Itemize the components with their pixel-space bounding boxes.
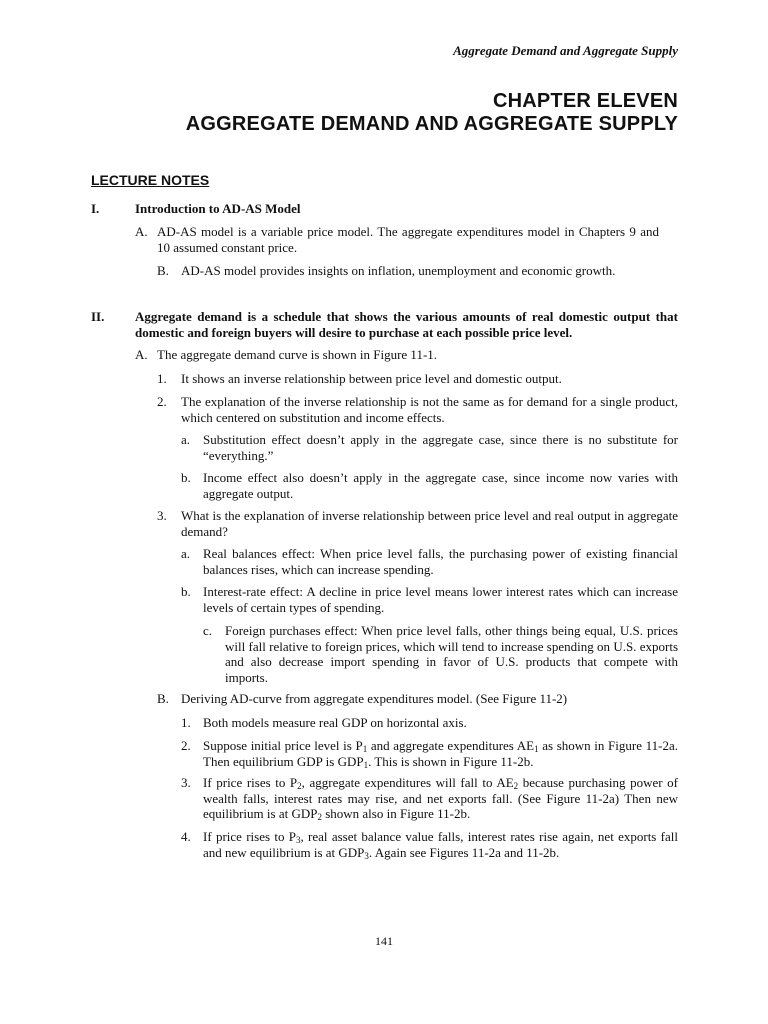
item-marker: b. [181, 470, 191, 485]
chapter-title: AGGREGATE DEMAND AND AGGREGATE SUPPLY [185, 113, 678, 135]
item-text: Deriving AD-curve from aggregate expenditures model. (See Figure 11-2) [181, 691, 568, 706]
item-marker: B. [157, 691, 169, 706]
page-number: 141 [375, 934, 393, 948]
running-header: Aggregate Demand and Aggregate Supply [453, 43, 678, 58]
item-marker: a. [181, 546, 191, 561]
item-text: Interest-rate effect: A decline in price level means lower interest rates which can increase levels of certain types of spending. [203, 584, 678, 615]
section-title: Introduction to AD-AS Model [135, 201, 301, 216]
item-text: AD-AS model is a variable price model. The aggregate expenditures model in Chapters 9 and 10 assumed constant price. [157, 224, 659, 255]
item-marker: c. [203, 623, 213, 638]
item-marker: B. [157, 263, 169, 278]
item-text: Suppose initial price level is $P_1$ and aggregate expenditures $AE_1$ as shown in Figure 11-2a. Then equilibrium GDP is $GDP_1$. This is shown in Figure 11-2b. [203, 738, 678, 770]
item-marker: a. [181, 432, 191, 447]
item-text: AD-AS model provides insights on inflation, unemployment and economic growth. [181, 263, 616, 278]
chapter-label: CHAPTER ELEVEN [492, 90, 678, 112]
item-text: If price rises to $P_3$, real asset balance value falls, interest rates rise again, net exports fall and new equilibrium is at $GDP_3$. Again see Figures 11-2a and 11-2b. [203, 829, 678, 861]
section-numeral: II. [91, 309, 105, 324]
section-numeral: I. [91, 201, 100, 216]
item-text: Income effect also doesn’t apply in the aggregate case, since income now varies with aggregate output. [203, 470, 678, 501]
item-marker: A. [135, 347, 148, 362]
item-marker: 1. [181, 715, 191, 730]
item-marker: 2. [181, 738, 191, 753]
item-text: What is the explanation of inverse relationship between price level and real output in aggregate demand? [181, 508, 678, 539]
lecture-notes-heading: LECTURE NOTES [91, 172, 210, 188]
item-marker: 3. [157, 508, 167, 523]
item-text: If price rises to $P_2$, aggregate expenditures will fall to $AE_2$ because purchasing power of wealth falls, interest rates may rise, and net exports fall. (See Figure 11-2a) Then new equilibrium is at $GDP_2$ shown also in Figure 11-2b. [203, 775, 679, 822]
item-marker: b. [181, 584, 191, 599]
item-marker: 2. [157, 394, 167, 409]
item-text: The explanation of the inverse relationship is not the same as for demand for a single product, which centered on substitution and income effects. [181, 394, 678, 425]
item-text: It shows an inverse relationship between price level and domestic output. [181, 371, 562, 386]
item-marker: 4. [181, 829, 191, 844]
item-marker: 3. [181, 775, 191, 790]
item-marker: 1. [157, 371, 167, 386]
item-text: Both models measure real GDP on horizontal axis. [203, 715, 467, 730]
section-title: Aggregate demand is a schedule that shows the various amounts of real domestic output that domestic and foreign buyers will desire to purchase at each possible price level. [135, 309, 678, 340]
item-text: Substitution effect doesn’t apply in the aggregate case, since there is no substitute for “everything.” [203, 432, 678, 463]
item-text: Foreign purchases effect: When price level falls, other things being equal, U.S. prices will fall relative to foreign prices, which will tend to increase spending on U.S. exports and also decrease import spending in favor of U.S. products that compete with imports. [225, 623, 678, 685]
item-marker: A. [135, 224, 148, 239]
item-text: The aggregate demand curve is shown in Figure 11-1. [157, 347, 438, 362]
item-text: Real balances effect: When price level falls, the purchasing power of existing financial balances rises, which can increase spending. [203, 546, 678, 577]
